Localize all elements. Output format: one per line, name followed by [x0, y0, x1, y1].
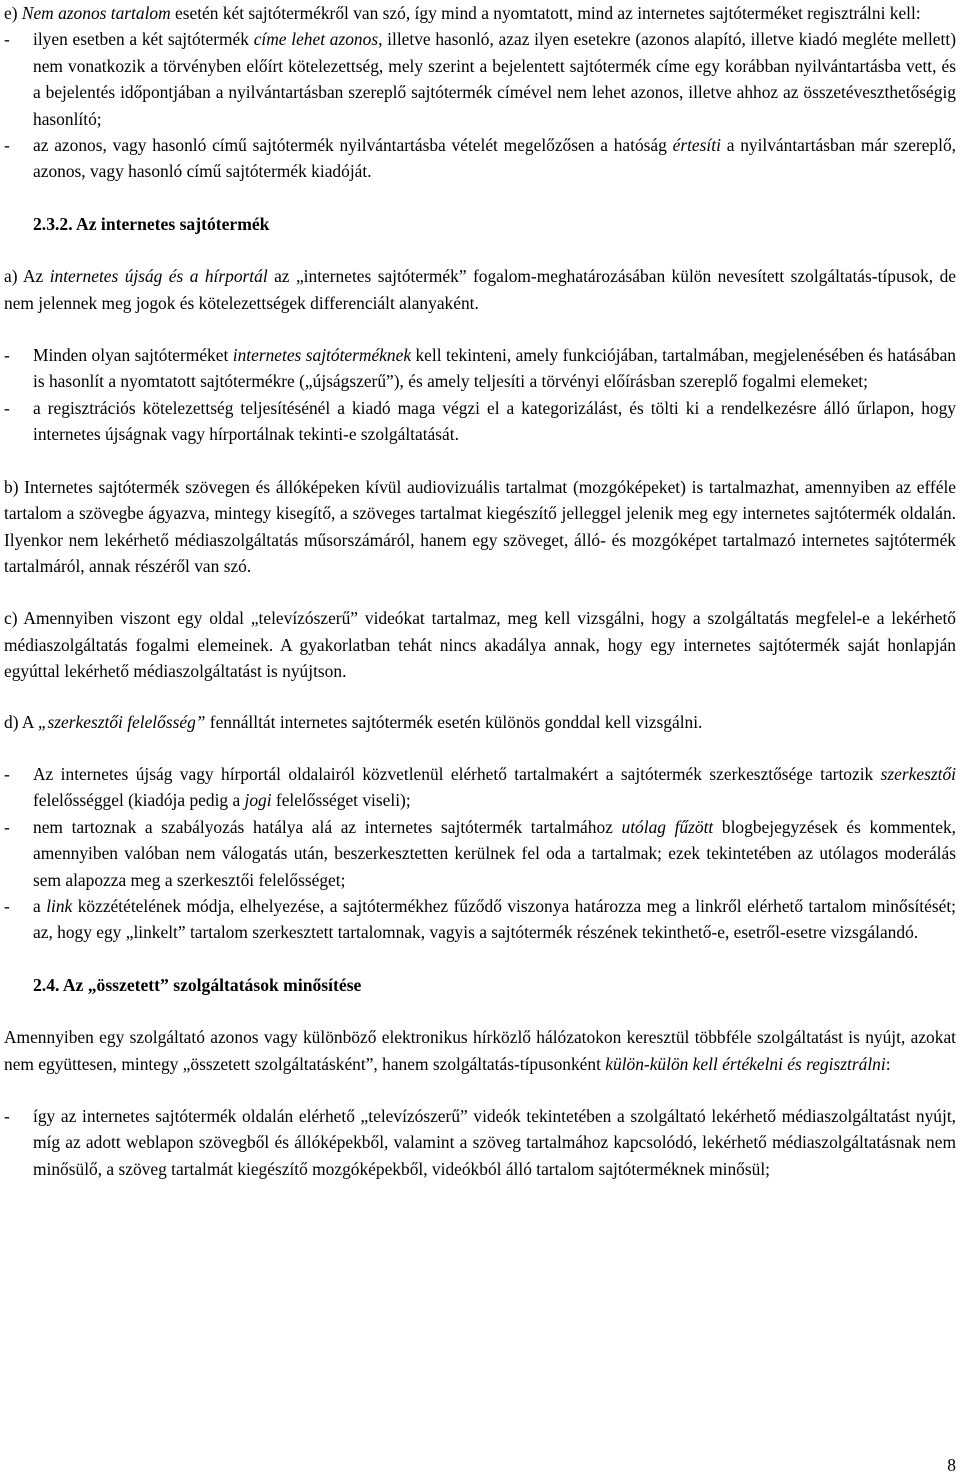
list-item: - Az internetes újság vagy hírportál oldalairól közvetlenül elérhető tartalmakért a sajtótermék szerkesztősége tartozik szerkesztői felelősséggel (kiadója pedig a jogi felelősséget viseli); [4, 763, 956, 811]
paragraph-b: b) Internetes sajtótermék szövegen és állóképeken kívül audiovizuális tartalmat (mozgóképeket) is tartalmazhat, amennyiben az efféle tartalom a szövegbe ágyazva, mintegy kisegítő, a szöveges tartalmat kiegészítő jelleggel jelenik meg egy internetes sajtótermék oldalán. Ilyenkor nem lekérhető médiaszolgáltatás műsorszámáról, hanem egy szöveget, álló- és mozgóképet tartalmazó internetes sajtótermék tartalmáról, annak részéről van szó. [4, 476, 956, 576]
paragraph-a: a) Az internetes újság és a hírportál az „internetes sajtótermék” fogalom-meghatározásában külön nevesített szolgáltatás-típusok, de nem jelennek meg jogok és kötelezettségek differenciált alanyaként. [4, 266, 956, 313]
list-item: - a regisztrációs kötelezettség teljesítésénél a kiadó maga végzi el a kategorizálást, és tölti ki a rendelkezésre álló űrlapon, hogy internetes újságnak vagy hírportálnak tekinti-e szolgáltatását. [4, 397, 956, 445]
paragraph-24: Amennyiben egy szolgáltató azonos vagy különböző elektronikus hírközlő hálózatokon keresztül többféle szolgáltatást is nyújt, azokat nem együttesen, mintegy „összetett szolgáltatásként”, hanem szolgáltatás-típusonként külön-külön kell értékelni és regisztrálni: [4, 1027, 956, 1074]
page-number: 8 [947, 1455, 956, 1475]
list-item: - a link közzétételének módja, elhelyezése, a sajtótermékhez fűződő viszonya határozza meg a linkről elérhető tartalom minősítését; az, hogy egy „linkelt” tartalom szerkesztett tartalomnak, vagyis a sajtótermék részének tekinthető-e, esetről-esetre vizsgálandó. [4, 895, 956, 943]
list-item: - az azonos, vagy hasonló című sajtótermék nyilvántartásba vételét megelőzősen a hatóság értesíti a nyilvántartásban már szereplő, azonos, vagy hasonló című sajtótermék kiadóját. [4, 135, 956, 182]
list-item: - nem tartoznak a szabályozás hatálya alá az internetes sajtótermék tartalmához utólag fűzött blogbejegyzések és kommentek, amennyiben valóban nem válogatás után, beszerkesztetten kerülnek fel oda a tartalmak; ezek tekintetében az utólagos moderálás sem alapozza meg a szerkesztői felelősséget; [4, 816, 957, 890]
section-heading-24: 2.4. Az „összetett” szolgáltatások minősítése [33, 974, 362, 995]
paragraph-c: c) Amennyiben viszont egy oldal „televízószerű” videókat tartalmaz, meg kell vizsgálni, hogy a szolgáltatás megfelel-e a lekérhető médiaszolgáltatás fogalmi elemeinek. A gyakorlatban tehát nincs akadálya annak, hogy egy internetes sajtótermék saját honlapján egyúttal lekérhető médiaszolgáltatást is nyújtson. [4, 608, 956, 682]
list-item: - így az internetes sajtótermék oldalán elérhető „televízószerű” videók tekintetében a szolgáltató lekérhető médiaszolgáltatást nyújt, míg az adott weblapon szövegből és állóképekből, valamint a szöveg tartalmához kapcsolódó, lekérhető médiaszolgáltatásnak nem minősülő, a szöveg tartalmát kiegészítő mozgóképekből, videókból álló tartalom sajtóterméknek minősül; [4, 1106, 956, 1179]
paragraph-e: e) Nem azonos tartalom esetén két sajtótermékről van szó, így mind a nyomtatott, mind az internetes sajtóterméket regisztrálni kell: [4, 3, 921, 23]
list-item: - Minden olyan sajtóterméket internetes sajtóterméknek kell tekinteni, amely funkciójában, tartalmában, megjelenésében és hatásában is hasonlít a nyomtatott sajtótermékre („újságszerű”), és amely teljesíti a törvényi előírásban szereplő fogalmi elemeket; [4, 345, 956, 392]
paragraph-d: d) A „szerkesztői felelősség” fennálltát internetes sajtótermék esetén különös gonddal kell vizsgálni. [4, 711, 703, 732]
list-item: - ilyen esetben a két sajtótermék címe lehet azonos, illetve hasonló, azaz ilyen esetekre (azonos alapító, illetve kiadó megléte mellett) nem vonatkozik a törvényben előírt kötelezettség, mely szerint a bejelentett sajtótermék címe egy korábban nyilvántartásba vett, és a bejelentés időpontjában a nyilvántartásban szereplő sajtótermék címével nem lehet azonos, illetve ahhoz az összetéveszthetőségig hasonlító; [4, 29, 956, 129]
section-heading-232: 2.3.2. Az internetes sajtótermék [33, 213, 270, 234]
